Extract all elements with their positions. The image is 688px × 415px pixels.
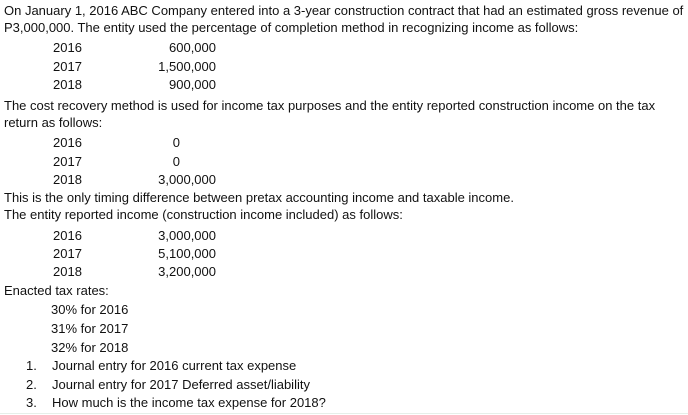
tax-rate-item: 31% for 2017 <box>51 321 129 336</box>
poc-amount: 900,000 <box>169 77 216 92</box>
question-text: Journal entry for 2016 current tax expense <box>52 358 297 373</box>
timing-difference-text: This is the only timing difference between pretax accounting income and taxable income. <box>4 190 514 205</box>
cr-year: 2017 <box>53 154 82 169</box>
ri-year: 2018 <box>53 264 82 279</box>
cr-year: 2016 <box>53 135 82 150</box>
poc-amount: 600,000 <box>169 40 216 55</box>
ri-year: 2017 <box>53 246 82 261</box>
question-number: 3. <box>26 395 37 410</box>
ri-amount: 3,000,000 <box>158 228 216 243</box>
ri-year: 2016 <box>53 228 82 243</box>
reported-income-text: The entity reported income (construction income included) as follows: <box>4 207 403 222</box>
tax-rate-item: 32% for 2018 <box>51 340 129 355</box>
poc-year: 2016 <box>53 40 82 55</box>
ri-amount: 5,100,000 <box>158 246 216 261</box>
cr-amount: 0 <box>172 135 180 150</box>
tax-rate-item: 30% for 2016 <box>51 302 129 317</box>
poc-amount: 1,500,000 <box>158 59 216 74</box>
poc-year: 2018 <box>53 77 82 92</box>
intro-paragraph: On January 1, 2016 ABC Company entered into a 3-year construction contract that had an estimated gross revenue of P3,000,000. The entity used the percentage of completion method in recognizing income as follows: <box>4 3 684 35</box>
question-text: How much is the income tax expense for 2018? <box>52 395 326 410</box>
bottom-divider <box>0 413 688 414</box>
cr-amount: 0 <box>172 154 180 169</box>
ri-amount: 3,200,000 <box>158 264 216 279</box>
poc-year: 2017 <box>53 59 82 74</box>
cr-amount: 3,000,000 <box>158 172 216 187</box>
question-text: Journal entry for 2017 Deferred asset/liability <box>52 377 310 392</box>
cr-year: 2018 <box>53 172 82 187</box>
cost-recovery-paragraph: The cost recovery method is used for income tax purposes and the entity reported construction income on the tax return as follows: <box>4 98 656 130</box>
question-number: 2. <box>26 377 37 392</box>
tax-rates-label: Enacted tax rates: <box>4 283 109 298</box>
question-number: 1. <box>26 358 37 373</box>
